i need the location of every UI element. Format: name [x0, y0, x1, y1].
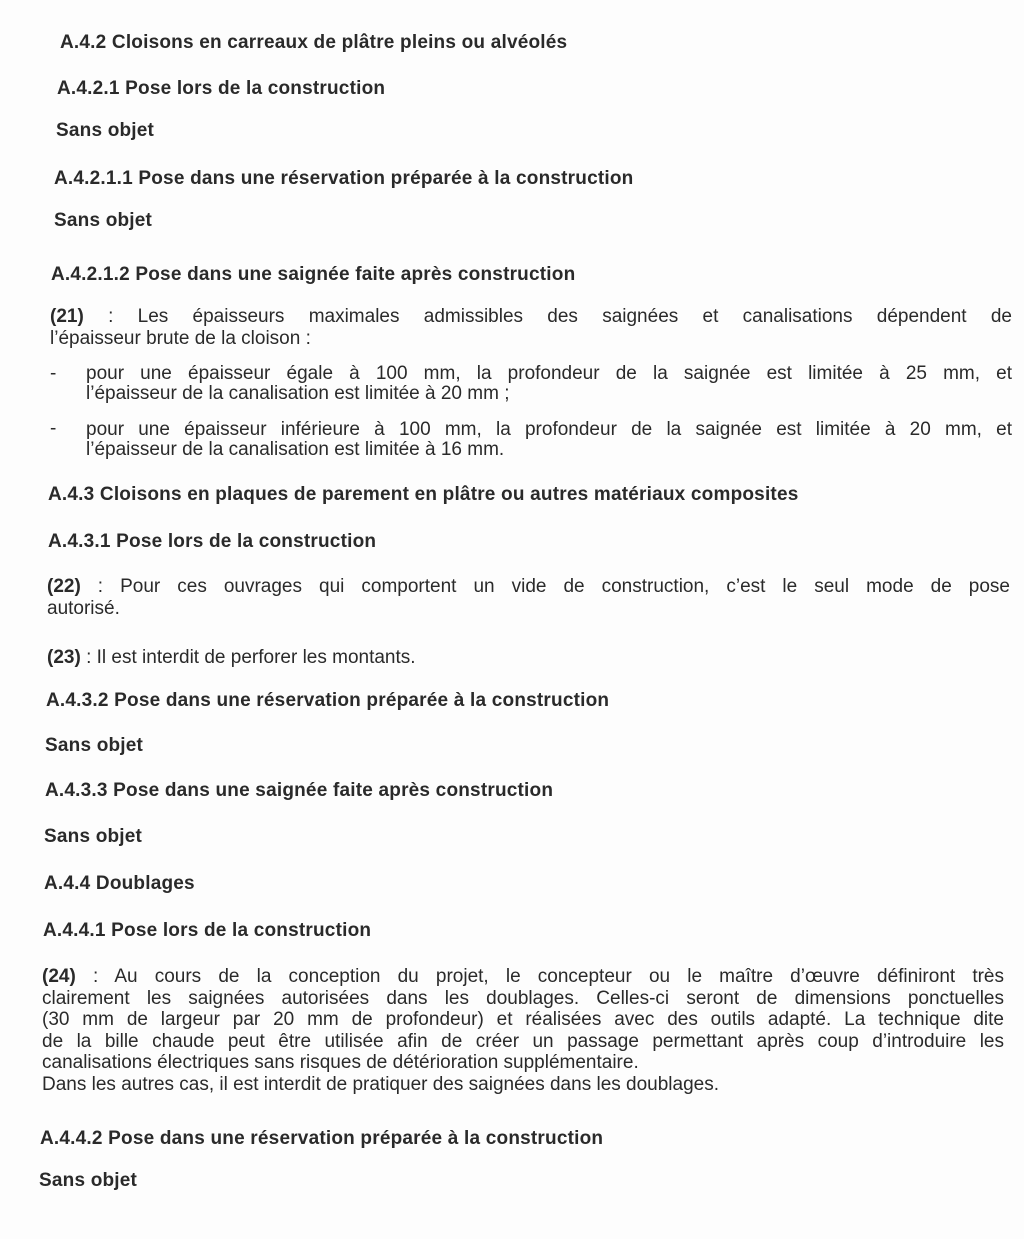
- bullet-2-line-1: pour une épaisseur inférieure à 100 mm, la profondeur de la saignée est limitée à 20 mm, et: [86, 419, 1012, 440]
- note-21-text-1: : Les épaisseurs maximales admissibles des saignées et canalisations dépendent de: [83, 306, 1012, 327]
- heading-a4441: A.4.4.1 Pose lors de la construction: [43, 920, 372, 941]
- note-24: [42, 966, 1004, 1095]
- text-sans-objet-a44211: Sans objet: [54, 210, 153, 231]
- note-24-line-1: [42, 966, 1004, 988]
- bullet-2: [86, 420, 1012, 460]
- note-23-text: : Il est interdit de perforer les montants.: [80, 647, 416, 668]
- note-24-text-1: : Au cours de la conception du projet, le concepteur ou le maître d’œuvre définiront très: [75, 966, 1004, 987]
- heading-a4431: A.4.3.1 Pose lors de la construction: [48, 531, 377, 552]
- heading-a443: A.4.3 Cloisons en plaques de parement en plâtre ou autres matériaux composites: [48, 484, 799, 505]
- note-22-line-2: autorisé.: [47, 598, 120, 619]
- heading-a4442: A.4.4.2 Pose dans une réservation préparée à la construction: [40, 1128, 604, 1149]
- note-22-number: (22): [47, 576, 81, 597]
- text-sans-objet-a4433: Sans objet: [44, 826, 143, 847]
- text-sans-objet-a4421: Sans objet: [56, 120, 155, 141]
- text-sans-objet-a4432: Sans objet: [45, 735, 144, 756]
- heading-a4432: A.4.3.2 Pose dans une réservation préparée à la construction: [46, 690, 610, 711]
- note-22: [47, 576, 1010, 620]
- note-23: [47, 647, 416, 669]
- heading-a44211: A.4.2.1.1 Pose dans une réservation préparée à la construction: [54, 168, 634, 189]
- note-24-line-4: de la bille chaude peut être utilisée afin de créer un passage permettant après coup d’introduire les: [42, 1030, 1004, 1052]
- bullet-1-line-1: pour une épaisseur égale à 100 mm, la profondeur de la saignée est limitée à 25 mm, et: [86, 363, 1012, 384]
- bullet-2-line-2: l’épaisseur de la canalisation est limitée à 16 mm.: [86, 439, 505, 460]
- note-21: [50, 306, 1012, 350]
- bullet-1-dash: -: [50, 363, 57, 384]
- note-24-line-5: canalisations électriques sans risques de détérioration supplémentaire.: [42, 1052, 639, 1073]
- heading-a442: A.4.2 Cloisons en carreaux de plâtre pleins ou alvéolés: [60, 32, 568, 53]
- note-22-text-1: : Pour ces ouvrages qui comportent un vide de construction, c’est le seul mode de pose: [80, 576, 1010, 597]
- note-24-number: (24): [42, 966, 76, 987]
- note-24-line-3: (30 mm de largeur par 20 mm de profondeur) et réalisées avec des outils adapté. La technique dite: [42, 1009, 1004, 1030]
- heading-a444: A.4.4 Doublages: [44, 873, 195, 894]
- heading-a44212: A.4.2.1.2 Pose dans une saignée faite après construction: [51, 264, 576, 285]
- heading-a4433: A.4.3.3 Pose dans une saignée faite après construction: [45, 780, 554, 801]
- note-21-line-2: l’épaisseur brute de la cloison :: [50, 328, 311, 349]
- note-22-line-1: [47, 576, 1010, 598]
- note-21-line-1: [50, 306, 1012, 328]
- note-24-line-6: Dans les autres cas, il est interdit de pratiquer des saignées dans les doublages.: [42, 1073, 720, 1095]
- bullet-2-dash: -: [50, 418, 57, 439]
- note-24-line-2: clairement les saignées autorisées dans les doublages. Celles-ci seront de dimensions ponctuelles: [42, 987, 1004, 1009]
- text-sans-objet-a4442: Sans objet: [39, 1170, 138, 1191]
- bullet-1-line-2: l’épaisseur de la canalisation est limitée à 20 mm ;: [86, 383, 510, 404]
- heading-a4421: A.4.2.1 Pose lors de la construction: [57, 78, 386, 99]
- note-21-number: (21): [50, 306, 84, 327]
- bullet-1: [86, 364, 1012, 404]
- note-23-number: (23): [47, 647, 81, 668]
